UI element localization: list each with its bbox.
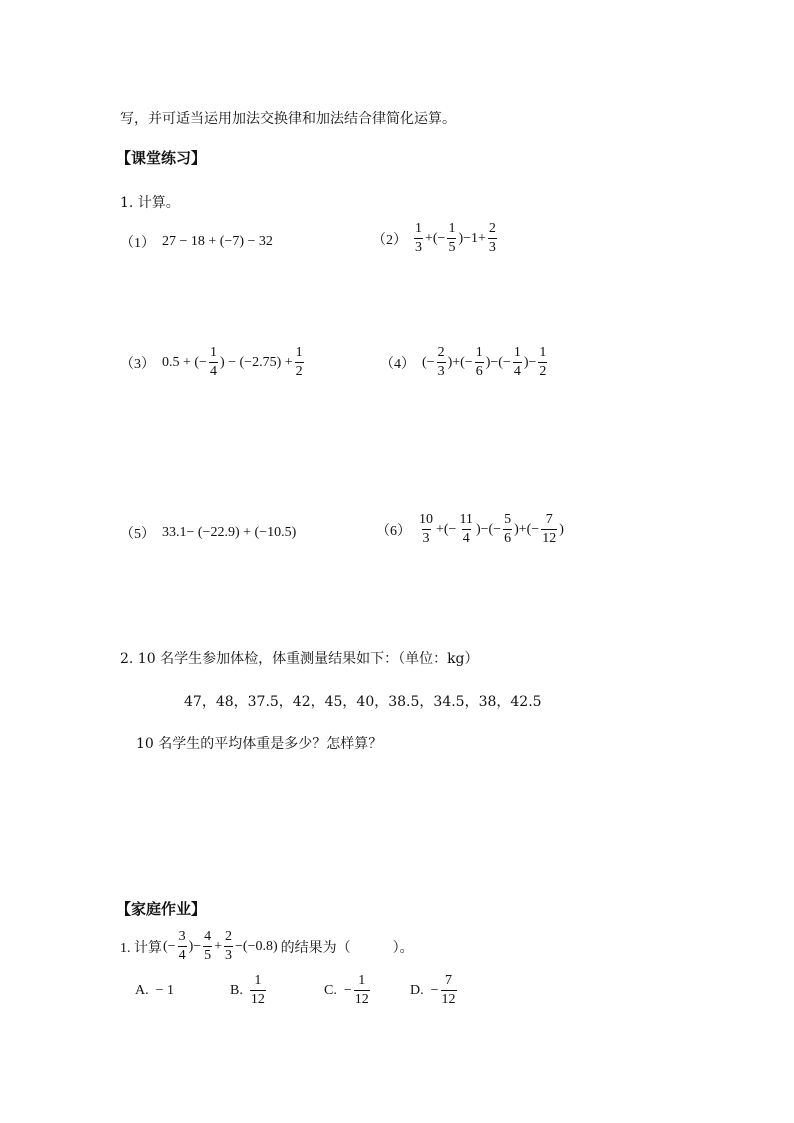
question-2-ask: 10 名学生的平均体重是多少？怎样算？ [136,736,383,752]
fraction-numerator: 7 [445,973,453,988]
exercise-label: （4） [380,356,415,372]
expression-text: )−(− [485,354,511,370]
expression-text: − [343,982,352,998]
fraction [441,974,457,1007]
expression-text: +(− [425,230,446,246]
fraction-numerator: 7 [545,512,553,527]
fraction-denominator: 4 [513,364,521,379]
exercise-label: （1） [120,236,155,251]
expression-text: 27 − 18 + (−7) − 32 [162,234,273,249]
exercise-label: C. [324,982,337,998]
expression-text: (− [422,354,435,370]
fraction-numerator: 2 [225,929,233,944]
exercise-4 [380,346,548,379]
fraction-denominator: 4 [209,364,217,379]
fraction-numerator: 1 [209,345,217,360]
exercise-1 [120,232,274,252]
fraction [437,346,446,379]
fraction-numerator: 2 [488,221,496,236]
fraction-denominator: 4 [462,531,470,546]
expression-text: 33.1− (−22.9) + (−10.5) [162,525,297,540]
fraction-denominator: 5 [448,240,456,255]
choice-a [135,983,175,999]
fraction [503,513,512,546]
fraction [250,974,266,1007]
expression-text: ) − (−2.75) + [219,354,293,370]
exercise-6 [376,513,565,546]
fraction-denominator: 6 [475,364,483,379]
fraction-denominator: 2 [295,364,303,379]
exercise-2 [372,222,498,255]
exercise-label: D. [410,982,424,998]
fraction-denominator: 3 [415,240,422,255]
weight-values: 47，48，37.5，42，45，40，38.5，34.5，38，42.5 [184,694,542,710]
expression-text: ) [559,521,564,537]
fraction-denominator: 12 [542,531,557,546]
section-practice-heading: 【课堂练习】 [116,149,207,167]
fraction-numerator: 2 [437,345,445,360]
fraction [458,513,473,546]
section-homework-heading: 【家庭作业】 [116,900,207,918]
fraction [354,974,370,1007]
fraction-denominator: 3 [437,364,445,379]
fraction-numerator: 5 [504,512,512,527]
fraction-denominator: 4 [178,948,186,963]
expression-text: − 1 [155,983,175,998]
fraction-numerator: 3 [178,929,186,944]
fraction [513,346,522,379]
expression-text: (− [163,938,176,954]
fraction-denominator: 3 [422,531,430,546]
homework-expression [162,930,279,963]
fraction-denominator: 6 [504,531,512,546]
exercise-5 [120,523,297,543]
fraction-numerator: 1 [539,345,547,360]
fraction [541,513,557,546]
fraction-numerator: 1 [415,221,422,236]
fraction [488,222,497,255]
expression-text: )− [188,938,202,954]
fraction-denominator: 12 [354,992,369,1007]
exercise-label: （6） [376,523,411,539]
fraction-numerator: 1 [513,345,521,360]
fraction [475,346,484,379]
expression-text: )+(− [514,521,540,537]
exercise-label: A. [135,983,149,998]
expression-text: )−1+ [458,230,486,246]
exercise-label: （2） [372,232,407,248]
expression-text: + [214,938,223,954]
expression-text: − [430,982,439,998]
exercise-label: （3） [120,356,155,372]
fraction-numerator: 10 [419,512,433,527]
fraction-denominator: 12 [441,992,456,1007]
fraction-denominator: 12 [250,992,265,1007]
fraction [538,346,547,379]
fraction-denominator: 2 [539,364,547,379]
fraction-denominator: 3 [488,240,496,255]
fraction [414,222,423,255]
fraction-numerator: 11 [459,512,473,527]
choice-c [324,974,371,1007]
fraction [447,222,456,255]
expression-text: +(− [436,521,457,537]
fraction-numerator: 1 [358,973,366,988]
fraction-numerator: 1 [448,221,456,236]
choice-b [230,974,267,1007]
exercise-label: B. [230,982,243,998]
choice-d [410,974,458,1007]
expression-text: −(−0.8) [235,938,278,954]
fraction [203,930,212,963]
fraction [418,513,434,546]
fraction [224,930,233,963]
expression-text: )−(− [475,521,502,537]
expression-text: )+(− [447,354,473,370]
fraction [178,930,187,963]
fraction-numerator: 4 [204,929,212,944]
expression-text: 0.5 + (− [162,354,207,370]
homework-suffix: 的结果为（ ）。 [280,940,414,956]
fraction-denominator: 3 [225,948,233,963]
fraction-denominator: 5 [204,948,212,963]
fraction-numerator: 1 [254,973,262,988]
fraction [209,346,218,379]
exercise-3 [120,346,305,379]
intro-line: 写，并可适当运用加法交换律和加法结合律简化运算。 [120,111,456,127]
exercise-label: （5） [120,527,155,542]
expression-text: )− [523,354,537,370]
homework-question-1 [120,930,414,963]
question-2-title: 2. 10 名学生参加体检，体重测量结果如下：（单位：kg） [120,651,479,667]
homework-prefix: 1. 计算 [120,940,162,956]
fraction-numerator: 1 [475,345,483,360]
fraction [295,346,304,379]
fraction-numerator: 1 [295,345,303,360]
question-1-title: 1. 计算。 [120,195,180,211]
